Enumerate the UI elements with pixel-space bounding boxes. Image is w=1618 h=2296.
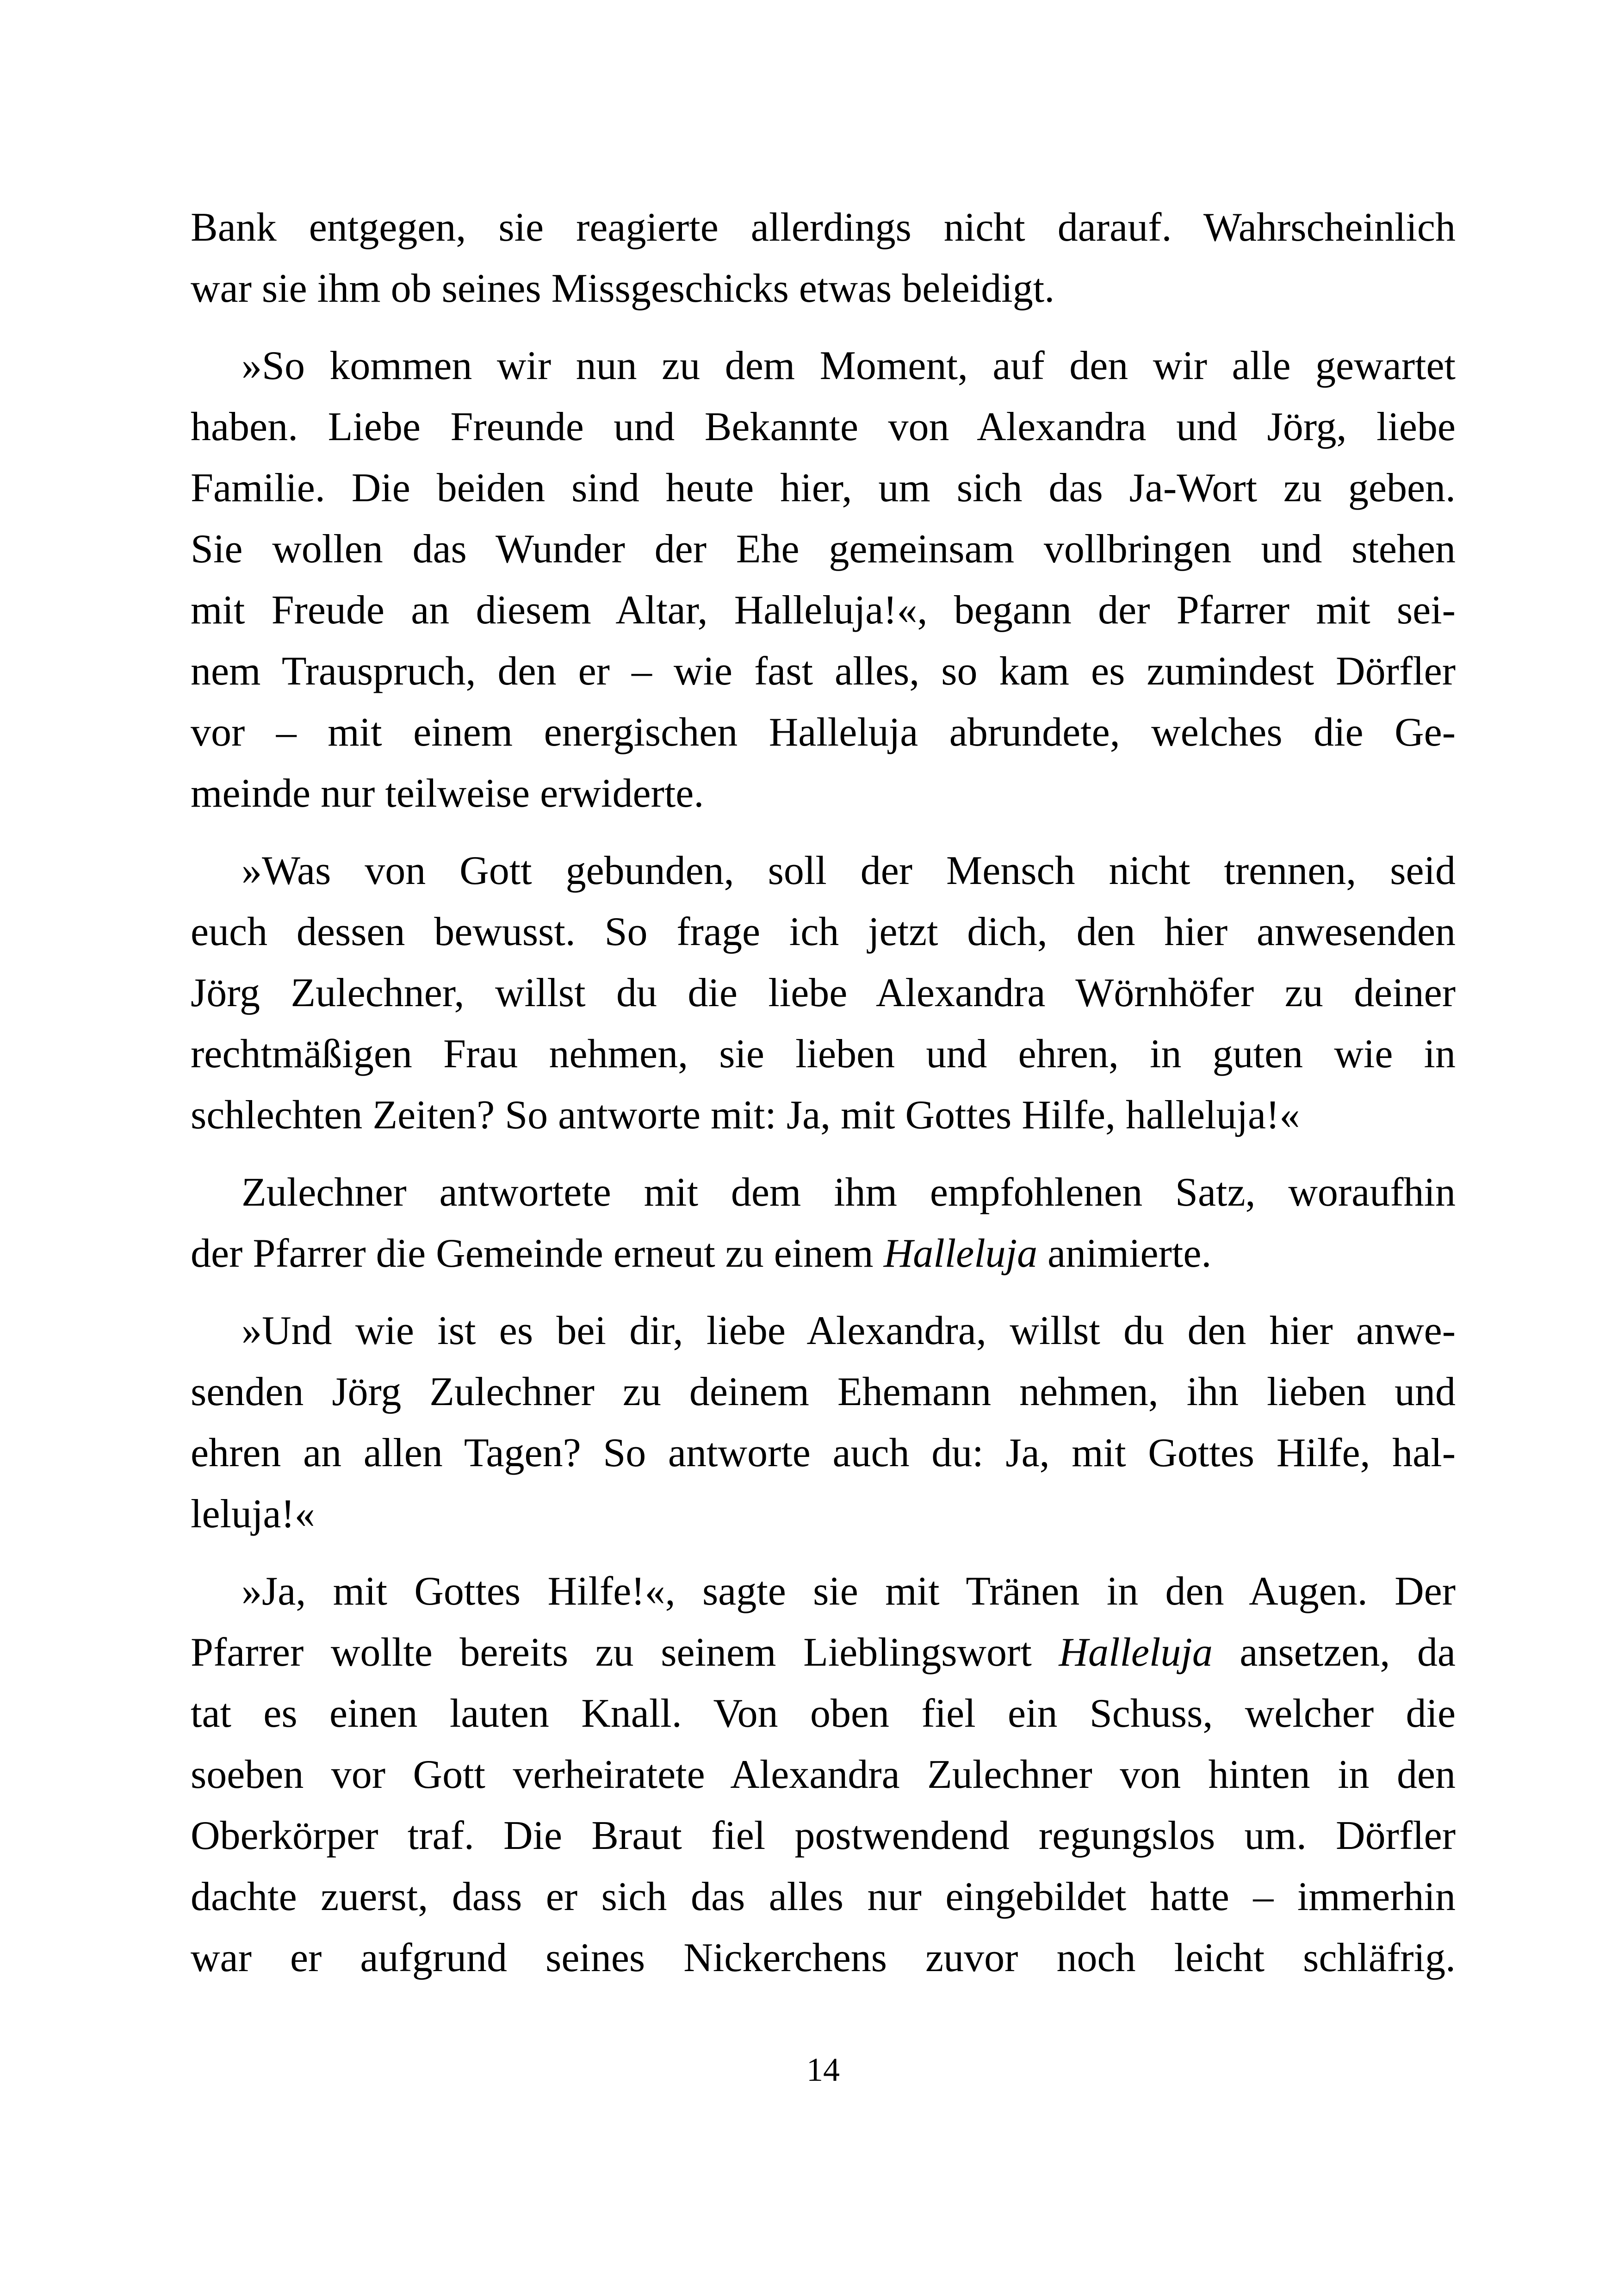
text-block: [191, 197, 1456, 1989]
text-line: nem Trauspruch, den er – wie fast alles, so kam es zumindest Dörfler: [191, 649, 1456, 694]
text-line: dachte zuerst, dass er sich das alles nur eingebildet hatte – immerhin: [191, 1874, 1456, 1919]
text-line: »So kommen wir nun zu dem Moment, auf den wir alle gewartet: [242, 343, 1456, 388]
text-line: ehren an allen Tagen? So antworte auch du: Ja, mit Gottes Hilfe, hal-: [191, 1431, 1456, 1475]
text-line: war er aufgrund seines Nickerchens zuvor noch leicht schläfrig.: [191, 1935, 1456, 1980]
paragraph: [191, 1162, 1456, 1284]
text-line: der Pfarrer die Gemeinde erneut zu einem Halleluja animierte.: [191, 1231, 1212, 1276]
text-line: leluja!«: [191, 1492, 315, 1537]
paragraph: [191, 336, 1456, 824]
emphasis-word: Halleluja: [1059, 1630, 1213, 1675]
text-line: Bank entgegen, sie reagierte allerdings nicht darauf. Wahrscheinlich: [191, 205, 1456, 250]
text-line: schlechten Zeiten? So antworte mit: Ja, mit Gottes Hilfe, halleluja!«: [191, 1093, 1300, 1138]
paragraph: [191, 197, 1456, 319]
text-line: »Ja, mit Gottes Hilfe!«, sagte sie mit Tränen in den Augen. Der: [242, 1569, 1456, 1614]
paragraph: [191, 1300, 1456, 1545]
text-line: Zulechner antwortete mit dem ihm empfohlenen Satz, woraufhin: [242, 1170, 1456, 1215]
page-number: 14: [806, 2051, 840, 2088]
text-line: tat es einen lauten Knall. Von oben fiel ein Schuss, welcher die: [191, 1691, 1456, 1736]
text-line: »Und wie ist es bei dir, liebe Alexandra, willst du den hier anwe-: [242, 1308, 1456, 1353]
paragraph: [191, 840, 1456, 1146]
text-line: Pfarrer wollte bereits zu seinem Lieblingswort Halleluja ansetzen, da: [191, 1630, 1456, 1675]
text-line: rechtmäßigen Frau nehmen, sie lieben und ehren, in guten wie in: [191, 1032, 1456, 1076]
text-line: soeben vor Gott verheiratete Alexandra Zulechner von hinten in den: [191, 1752, 1456, 1797]
paragraph: [191, 1561, 1456, 1989]
emphasis-word: Halleluja: [883, 1231, 1038, 1276]
text-line: Oberkörper traf. Die Braut fiel postwendend regungslos um. Dörfler: [191, 1813, 1456, 1858]
text-line: meinde nur teilweise erwiderte.: [191, 771, 704, 816]
text-line: senden Jörg Zulechner zu deinem Ehemann nehmen, ihn lieben und: [191, 1369, 1456, 1414]
text-line: war sie ihm ob seines Missgeschicks etwas beleidigt.: [191, 266, 1055, 311]
text-line: vor – mit einem energischen Halleluja abrundete, welches die Ge-: [191, 710, 1456, 755]
text-line: »Was von Gott gebunden, soll der Mensch nicht trennen, seid: [242, 848, 1456, 893]
text-line: euch dessen bewusst. So frage ich jetzt dich, den hier anwesenden: [191, 909, 1456, 954]
text-line: Sie wollen das Wunder der Ehe gemeinsam vollbringen und stehen: [191, 527, 1456, 572]
text-line: Jörg Zulechner, willst du die liebe Alexandra Wörnhöfer zu deiner: [191, 971, 1456, 1015]
text-line: mit Freude an diesem Altar, Halleluja!«, begann der Pfarrer mit sei-: [191, 588, 1456, 633]
text-line: Familie. Die beiden sind heute hier, um sich das Ja-Wort zu geben.: [191, 466, 1456, 510]
text-line: haben. Liebe Freunde und Bekannte von Alexandra und Jörg, liebe: [191, 404, 1456, 449]
